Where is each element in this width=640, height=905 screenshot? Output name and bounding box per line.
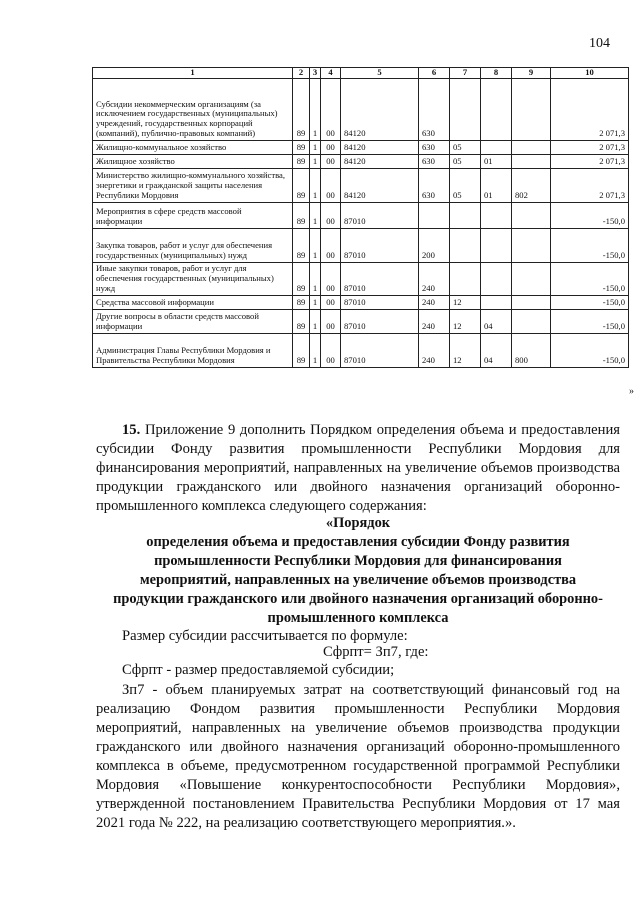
cell-col-5: 87010 xyxy=(341,333,419,367)
cell-col-5: 87010 xyxy=(341,229,419,263)
cell-col-9 xyxy=(512,79,551,141)
cell-col-3: 1 xyxy=(310,309,321,333)
table-row xyxy=(93,295,629,309)
formula: Сфрпт= Зп7, где: xyxy=(323,644,429,660)
cell-col-4: 00 xyxy=(321,333,341,367)
row-name-cell: Администрация Главы Республики Мордовия и Правительства Республики Мордовия xyxy=(93,333,293,367)
table-row xyxy=(93,309,629,333)
cell-col-4: 00 xyxy=(321,169,341,203)
cell-col-2: 89 xyxy=(293,169,310,203)
cell-col-4: 00 xyxy=(321,263,341,296)
cell-col-6: 240 xyxy=(419,263,450,296)
page-number: 104 xyxy=(589,36,610,51)
cell-col-3: 1 xyxy=(310,333,321,367)
cell-col-7: 05 xyxy=(450,155,481,169)
cell-col-5: 87010 xyxy=(341,203,419,229)
table-body xyxy=(93,79,629,368)
row-name-cell: Жилищно-коммунальное хозяйство xyxy=(93,141,293,155)
table-row xyxy=(93,229,629,263)
cell-col-10: 2 071,3 xyxy=(551,79,629,141)
cell-col-6: 240 xyxy=(419,295,450,309)
cell-col-7: 05 xyxy=(450,141,481,155)
row-name-cell: Закупка товаров, работ и услуг для обеспечения государственных (муниципальных) нужд xyxy=(93,229,293,263)
cell-col-9: 800 xyxy=(512,333,551,367)
cell-col-3: 1 xyxy=(310,263,321,296)
cell-col-10: -150,0 xyxy=(551,309,629,333)
column-header-9: 9 xyxy=(512,68,551,79)
column-header-10: 10 xyxy=(551,68,629,79)
cell-col-5: 84120 xyxy=(341,79,419,141)
row-name-cell: Мероприятия в сфере средств массовой информации xyxy=(93,203,293,229)
item-15-text: Приложение 9 дополнить Порядком определения объема и предоставления субсидии Фонду развития промышленности Республики Мордовия для финансирования мероприятий, направленных на увеличение объемов производства продукции гражданского или двойного назначения организаций оборонно-промышленного комплекса следующего содержания: xyxy=(96,422,620,514)
cell-col-5: 84120 xyxy=(341,141,419,155)
cell-col-7 xyxy=(450,203,481,229)
column-header-4: 4 xyxy=(321,68,341,79)
cell-col-3: 1 xyxy=(310,169,321,203)
order-title-line-1: «Порядок xyxy=(325,515,391,531)
order-title-line-3: промышленности Республики Мордовия для финансирования xyxy=(154,553,562,569)
cell-col-2: 89 xyxy=(293,203,310,229)
order-title-line-5: продукции гражданского или двойного назначения организаций оборонно- xyxy=(113,591,603,607)
definition-zp7-text: Зп7 - объем планируемых затрат на соответствующий финансовый год на реализацию Фондом развития промышленности Республики Мордовия мероприятий, направленных на увеличение объемов производства продукции гражданского или двойного назначения организаций оборонно-промышленного комплекса в объеме, предусмотренном государственной программой Республики Мордовия «Повышение конкурентоспособности Республики Мордовия», утвержденной постановлением Правительства Республики Мордовия от 17 мая 2021 года № 222, на реализацию соответствующего мероприятия.». xyxy=(96,682,620,831)
cell-col-10: -150,0 xyxy=(551,333,629,367)
table-row xyxy=(93,141,629,155)
order-title-line-2: определения объема и предоставления субсидии Фонду развития xyxy=(146,534,570,550)
column-header-5: 5 xyxy=(341,68,419,79)
cell-col-3: 1 xyxy=(310,155,321,169)
cell-col-5: 87010 xyxy=(341,295,419,309)
cell-col-4: 00 xyxy=(321,295,341,309)
cell-col-8 xyxy=(481,229,512,263)
cell-col-6: 630 xyxy=(419,155,450,169)
row-name-cell: Министерство жилищно-коммунального хозяйства, энергетики и гражданской защиты населения Республики Мордовия xyxy=(93,169,293,203)
cell-col-10: 2 071,3 xyxy=(551,169,629,203)
cell-col-10: -150,0 xyxy=(551,229,629,263)
item-15-paragraph xyxy=(96,421,620,516)
cell-col-10: 2 071,3 xyxy=(551,141,629,155)
column-header-2: 2 xyxy=(293,68,310,79)
cell-col-3: 1 xyxy=(310,295,321,309)
cell-col-10: -150,0 xyxy=(551,203,629,229)
column-header-6: 6 xyxy=(419,68,450,79)
cell-col-5: 87010 xyxy=(341,263,419,296)
row-name-cell: Средства массовой информации xyxy=(93,295,293,309)
cell-col-2: 89 xyxy=(293,155,310,169)
cell-col-4: 00 xyxy=(321,309,341,333)
cell-col-2: 89 xyxy=(293,295,310,309)
table-row xyxy=(93,79,629,141)
order-title-line-6: промышленного комплекса xyxy=(267,610,449,626)
cell-col-5: 84120 xyxy=(341,155,419,169)
cell-col-2: 89 xyxy=(293,79,310,141)
cell-col-9 xyxy=(512,309,551,333)
cell-col-2: 89 xyxy=(293,333,310,367)
table-header-row xyxy=(93,68,629,79)
table-row xyxy=(93,155,629,169)
cell-col-8: 04 xyxy=(481,309,512,333)
cell-col-2: 89 xyxy=(293,263,310,296)
cell-col-8: 04 xyxy=(481,333,512,367)
cell-col-3: 1 xyxy=(310,229,321,263)
cell-col-6: 240 xyxy=(419,309,450,333)
cell-col-10: 2 071,3 xyxy=(551,155,629,169)
cell-col-9 xyxy=(512,229,551,263)
cell-col-2: 89 xyxy=(293,141,310,155)
cell-col-2: 89 xyxy=(293,309,310,333)
table-row xyxy=(93,169,629,203)
cell-col-5: 87010 xyxy=(341,309,419,333)
cell-col-8 xyxy=(481,141,512,155)
cell-col-4: 00 xyxy=(321,229,341,263)
cell-col-4: 00 xyxy=(321,79,341,141)
cell-col-7: 05 xyxy=(450,169,481,203)
cell-col-3: 1 xyxy=(310,79,321,141)
cell-col-4: 00 xyxy=(321,203,341,229)
table-row xyxy=(93,263,629,296)
column-header-7: 7 xyxy=(450,68,481,79)
cell-col-4: 00 xyxy=(321,155,341,169)
cell-col-7: 12 xyxy=(450,295,481,309)
cell-col-2: 89 xyxy=(293,229,310,263)
cell-col-4: 00 xyxy=(321,141,341,155)
cell-col-9: 802 xyxy=(512,169,551,203)
cell-col-6: 240 xyxy=(419,333,450,367)
order-title xyxy=(92,514,624,628)
column-header-1: 1 xyxy=(93,68,293,79)
cell-col-10: -150,0 xyxy=(551,263,629,296)
column-header-8: 8 xyxy=(481,68,512,79)
cell-col-8: 01 xyxy=(481,169,512,203)
cell-col-7 xyxy=(450,229,481,263)
cell-col-9 xyxy=(512,203,551,229)
cell-col-8 xyxy=(481,79,512,141)
budget-table xyxy=(92,67,629,368)
cell-col-7 xyxy=(450,79,481,141)
cell-col-7: 12 xyxy=(450,333,481,367)
cell-col-6: 630 xyxy=(419,141,450,155)
table-row xyxy=(93,203,629,229)
cell-col-6 xyxy=(419,203,450,229)
cell-col-3: 1 xyxy=(310,141,321,155)
cell-col-10: -150,0 xyxy=(551,295,629,309)
cell-col-9 xyxy=(512,263,551,296)
order-title-line-4: мероприятий, направленных на увеличение объемов производства xyxy=(139,572,577,588)
column-header-3: 3 xyxy=(310,68,321,79)
row-name-cell: Жилищное хозяйство xyxy=(93,155,293,169)
cell-col-6: 200 xyxy=(419,229,450,263)
cell-col-6: 630 xyxy=(419,79,450,141)
cell-col-7 xyxy=(450,263,481,296)
cell-col-8 xyxy=(481,263,512,296)
table-row xyxy=(93,333,629,367)
cell-col-8 xyxy=(481,203,512,229)
definition-sfrpt: Сфрпт - размер предоставляемой субсидии; xyxy=(122,662,395,678)
row-name-cell: Субсидии некоммерческим организациям (за исключением государственных (муниципальных) учреждений, государственных корпораций (компаний), публично-правовых компаний) xyxy=(93,79,293,141)
cell-col-9 xyxy=(512,141,551,155)
formula-intro: Размер субсидии рассчитывается по формуле: xyxy=(122,628,408,644)
cell-col-5: 84120 xyxy=(341,169,419,203)
cell-col-9 xyxy=(512,295,551,309)
closing-quote: » xyxy=(629,386,634,397)
cell-col-6: 630 xyxy=(419,169,450,203)
cell-col-8 xyxy=(481,295,512,309)
cell-col-8: 01 xyxy=(481,155,512,169)
cell-col-9 xyxy=(512,155,551,169)
row-name-cell: Другие вопросы в области средств массовой информации xyxy=(93,309,293,333)
item-number: 15. xyxy=(122,422,141,438)
definition-zp7 xyxy=(96,681,620,833)
cell-col-7: 12 xyxy=(450,309,481,333)
cell-col-3: 1 xyxy=(310,203,321,229)
row-name-cell: Иные закупки товаров, работ и услуг для обеспечения государственных (муниципальных) нужд xyxy=(93,263,293,296)
